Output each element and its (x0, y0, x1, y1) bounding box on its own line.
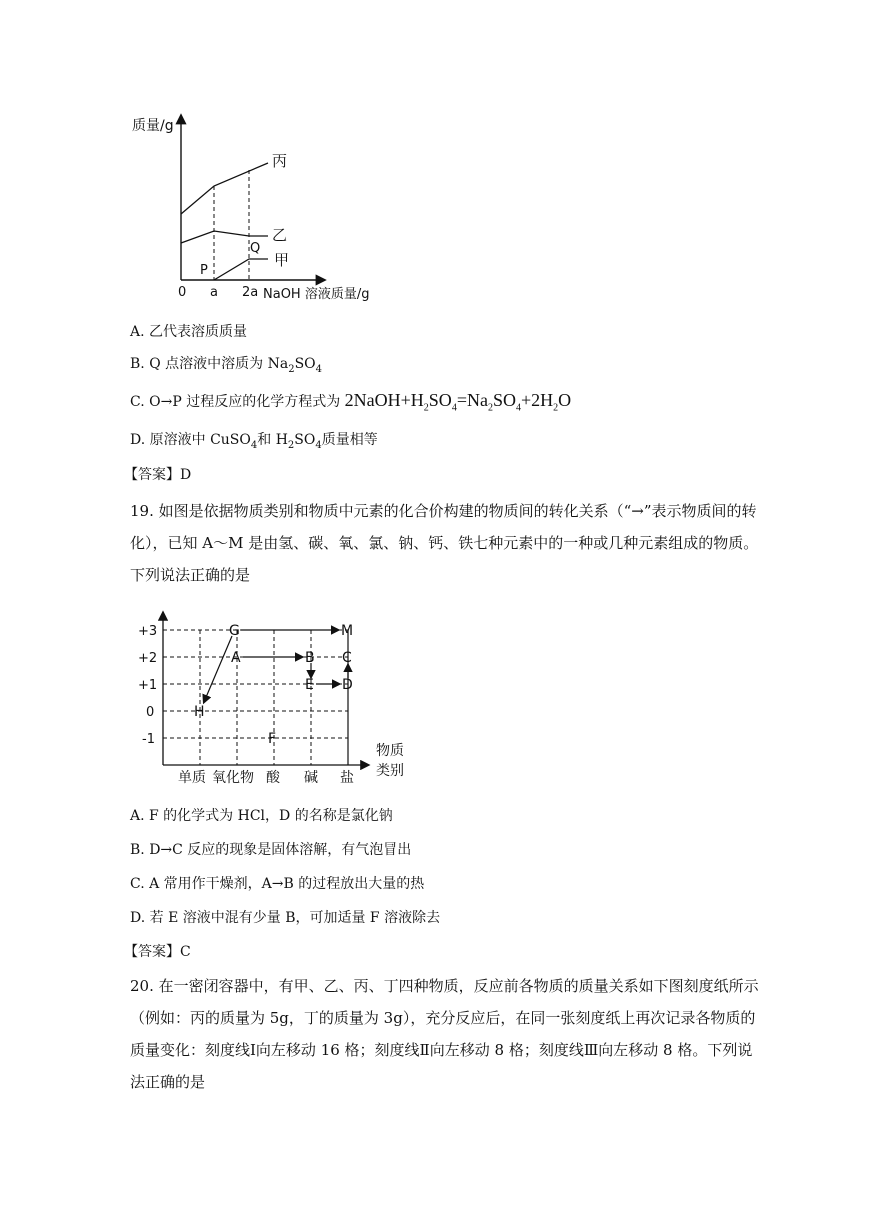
node-a: A (231, 650, 241, 666)
q19-option-b: B. D→C 反应的现象是固体溶解，有气泡冒出 (130, 842, 412, 858)
answer-19: 【答案】C (124, 944, 191, 960)
mass-vs-naoh-graph (128, 108, 388, 303)
node-d: D (342, 677, 353, 693)
chemical-equation: $2NaOH+H_2SO_4=Na_2SO_4+2H_2O$ (344, 390, 572, 414)
question-19-text: 19. 如图是依据物质类别和物质中元素的化合价构建的物质间的转化关系（“→”表示物质间的转化），已知 A～M 是由氢、碳、氧、氯、钠、钙、铁七种元素中的一种或几种元素组成的物质。下列说法正确的是 (130, 502, 759, 584)
series-bing-label: 丙 (272, 152, 288, 170)
x-category-salt: 盐 (340, 770, 354, 786)
x-axis-label-line2: 类别 (376, 763, 404, 779)
formula-cuso4: CuSO$_4$ (210, 432, 258, 451)
origin-label: 0 (178, 285, 187, 300)
y-axis-label: 质量/g (132, 118, 174, 134)
arrow-g-to-h (204, 636, 232, 702)
tick-a: a (210, 285, 218, 300)
node-f: F (268, 731, 277, 747)
question-20-text: 20. 在一密闭容器中，有甲、乙、丙、丁四种物质，反应前各物质的质量关系如下图刻度纸所示（例如：丙的质量为 5g，丁的质量为 3g），充分反应后，在同一张刻度纸上再次记录各物质的质量变化：刻度线Ⅰ向左移动 16 格；刻度线Ⅱ向左移动 8 格；刻度线Ⅲ向左移动 8 格。下列说法正确的是 (130, 977, 759, 1091)
q18-option-d: D. 原溶液中 CuSO$_4$和 $H_2SO_4$质量相等 (130, 432, 378, 451)
y-tick-plus3: +3 (138, 624, 158, 639)
node-m: M (341, 623, 354, 639)
node-g: G (229, 623, 240, 639)
point-p-label: P (200, 263, 208, 278)
x-category-element: 单质 (178, 770, 206, 786)
series-bing-line (181, 163, 268, 214)
formula-na2so4: $Na_2SO_4$ (267, 356, 323, 375)
q18-option-b: B. Q 点溶液中溶质为 $Na_2SO_4$ (130, 356, 323, 375)
answer-18: 【答案】D (124, 467, 192, 483)
series-jia-label: 甲 (274, 251, 290, 269)
series-jia-line (214, 259, 268, 280)
q18-option-c: C. O→P 过程反应的化学方程式为 $2NaOH+H_2SO_4=Na_2SO_4+2H_2O$ (130, 390, 572, 414)
q19-option-a: A. F 的化学式为 HCl，D 的名称是氯化钠 (130, 808, 393, 824)
y-tick-plus2: +2 (138, 651, 158, 666)
x-axis-label-line1: 物质 (376, 743, 404, 759)
x-category-acid: 酸 (266, 770, 280, 786)
y-tick-zero: 0 (146, 705, 155, 720)
node-e: E (305, 677, 314, 693)
node-c: C (342, 650, 352, 666)
x-category-base: 碱 (304, 770, 318, 786)
point-q-label: Q (250, 241, 261, 256)
node-b: B (305, 650, 315, 666)
y-tick-plus1: +1 (138, 678, 158, 693)
valence-category-diagram (128, 605, 418, 790)
formula-h2so4: $H_2SO_4$ (275, 432, 322, 451)
y-tick-minus1: -1 (142, 732, 155, 747)
tick-2a: 2a (242, 285, 259, 300)
series-yi-label: 乙 (272, 226, 288, 244)
q19-option-c: C. A 常用作干燥剂，A→B 的过程放出大量的热 (130, 876, 425, 892)
node-h: H (194, 704, 205, 720)
q19-option-d: D. 若 E 溶液中混有少量 B，可加适量 F 溶液除去 (130, 910, 441, 926)
q18-option-a: A. 乙代表溶质质量 (130, 324, 248, 340)
x-axis-label: NaOH 溶液质量/g (263, 287, 370, 302)
x-category-oxide: 氧化物 (212, 770, 254, 786)
